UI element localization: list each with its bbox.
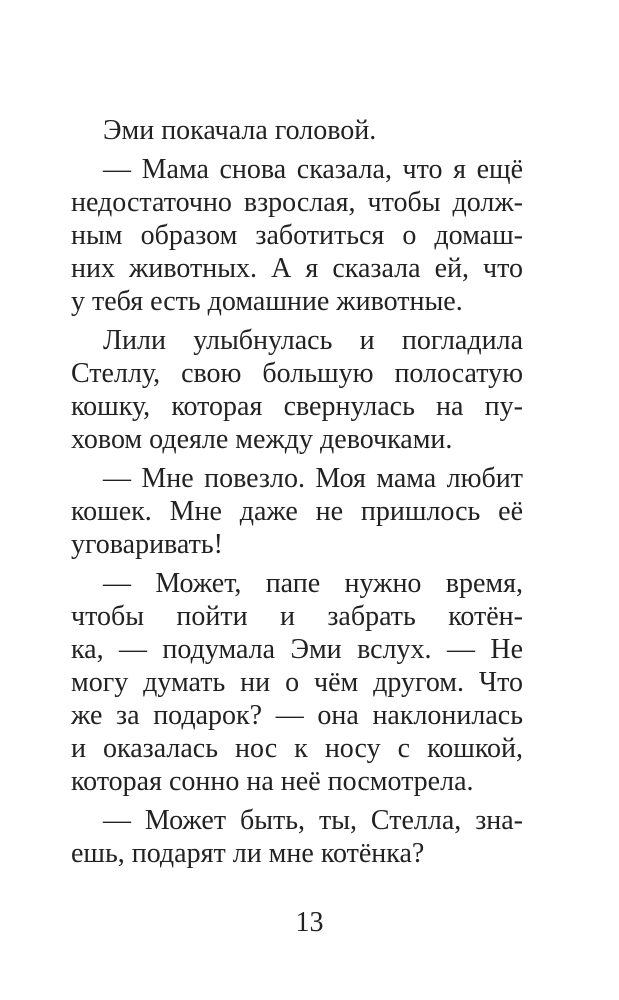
text-line: Стеллу, свою большую полосатую bbox=[71, 358, 523, 389]
text-line: у тебя есть домашние животные. bbox=[71, 286, 463, 317]
text-line: кошку, которая свернулась на пу- bbox=[71, 391, 523, 422]
text-line: Эми покачала головой. bbox=[103, 115, 377, 146]
page-number: 13 bbox=[295, 907, 324, 938]
text-line: ховом одеяле между девочками. bbox=[71, 424, 453, 455]
text-line: — Мне повезло. Моя мама любит bbox=[103, 463, 523, 494]
text-line: — Может, папе нужно время, bbox=[103, 568, 523, 599]
text-line: — Может быть, ты, Стелла, зна- bbox=[103, 805, 523, 836]
text-line: Лили улыбнулась и погладила bbox=[103, 325, 523, 356]
text-line: чтобы пойти и забрать котён- bbox=[71, 601, 523, 632]
text-line: и оказалась нос к носу с кошкой, bbox=[71, 733, 523, 764]
text-line: которая сонно на неё посмотрела. bbox=[71, 766, 474, 797]
text-line: ным образом заботиться о домаш- bbox=[71, 220, 523, 251]
text-line: — Мама снова сказала, что я ещё bbox=[103, 154, 523, 185]
text-line: могу думать ни о чём другом. Что bbox=[71, 667, 523, 698]
text-line: ешь, подарят ли мне котёнка? bbox=[71, 838, 425, 869]
text-line: же за подарок? — она наклонилась bbox=[71, 700, 523, 731]
text-line: ка, — подумала Эми вслух. — Не bbox=[71, 634, 523, 665]
text-line: уговаривать! bbox=[71, 529, 223, 560]
text-line: кошек. Мне даже не пришлось её bbox=[71, 496, 523, 527]
text-line: недостаточно взрослая, чтобы долж- bbox=[71, 187, 523, 218]
text-line: них животных. А я сказала ей, что bbox=[71, 253, 523, 284]
